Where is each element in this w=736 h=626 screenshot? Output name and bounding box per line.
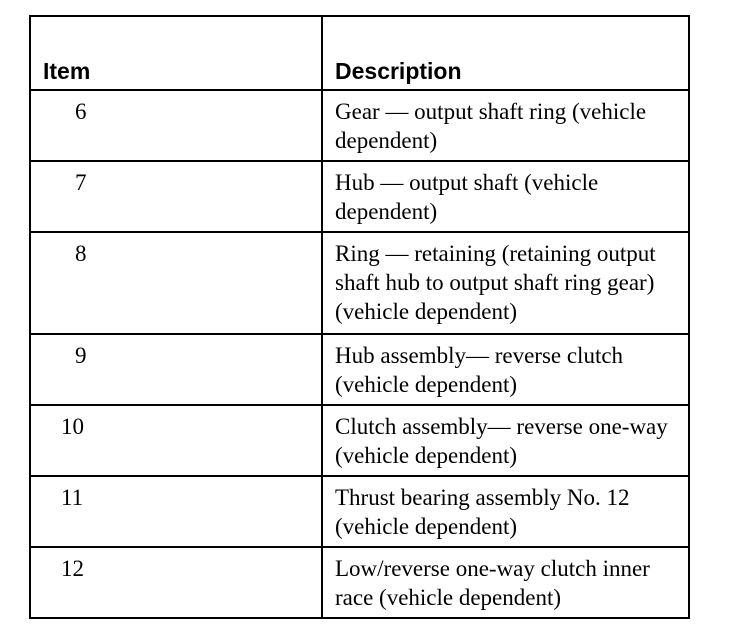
- item-number: 10: [31, 406, 323, 475]
- table-row: [31, 231, 688, 333]
- table-row: [31, 333, 688, 404]
- item-description: Hub — output shaft (vehicle dependent): [335, 169, 599, 224]
- item-description: Ring — retaining (retaining output shaft hub to output shaft ring gear) (vehicle dependent): [335, 240, 656, 324]
- item-description: Gear — output shaft ring (vehicle dependent): [335, 98, 647, 153]
- item-number: 6: [31, 91, 323, 160]
- table-row: [31, 475, 688, 546]
- item-column-header: Item: [31, 17, 323, 89]
- table-row: [31, 404, 688, 475]
- description-column-header: Description: [335, 57, 462, 84]
- item-number: 12: [31, 548, 323, 617]
- item-description: Hub assembly— reverse clutch (vehicle dependent): [335, 343, 624, 398]
- table-row: [31, 160, 688, 231]
- item-number: 8: [31, 233, 323, 333]
- table-row: [31, 89, 688, 160]
- table-row: [31, 546, 688, 617]
- item-number: 11: [31, 477, 323, 546]
- item-description: Clutch assembly— reverse one-way (vehicle dependent): [335, 414, 668, 469]
- item-number: 7: [31, 162, 323, 231]
- parts-table: [29, 15, 690, 619]
- table-header-row: [31, 17, 688, 89]
- item-number: 9: [31, 335, 323, 404]
- item-description: Low/reverse one-way clutch inner race (vehicle dependent): [335, 556, 650, 611]
- item-description: Thrust bearing assembly No. 12 (vehicle dependent): [335, 485, 630, 540]
